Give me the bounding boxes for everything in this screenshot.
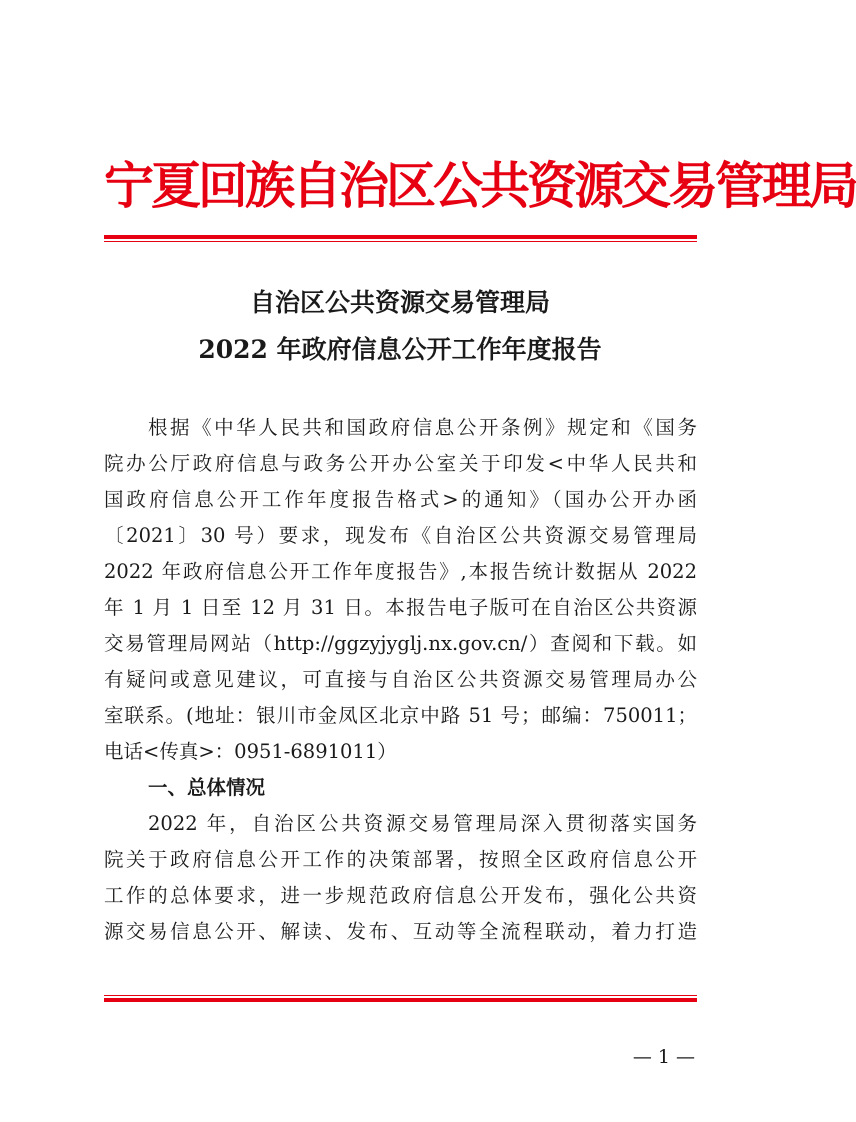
paragraph-line: 院办公厅政府信息与政务公开办公室关于印发<中华人民共和 [104, 452, 697, 475]
paragraph-line: 源交易信息公开、解读、发布、互动等全流程联动，着力打造 [104, 920, 697, 943]
paragraph-line: 电话<传真>：0951-6891011） [104, 740, 397, 763]
report-title-line-1: 自治区公共资源交易管理局 [249, 288, 550, 317]
footer-rule-thick [104, 998, 697, 1002]
report-title-line-2: 2022 年政府信息公开工作年度报告 [198, 335, 602, 364]
masthead-title: 宁夏回族自治区公共资源交易管理局 [104, 156, 856, 215]
page-number: — 1 — [632, 1046, 695, 1068]
paragraph-line: 根据《中华人民共和国政府信息公开条例》规定和《国务 [148, 416, 697, 439]
paragraph-line: 有疑问或意见建议，可直接与自治区公共资源交易管理局办公 [104, 668, 697, 691]
paragraph-line: 室联系。(地址：银川市金凤区北京中路 51 号；邮编：750011； [104, 704, 697, 727]
paragraph-line: 院关于政府信息公开工作的决策部署，按照全区政府信息公开 [104, 848, 697, 871]
footer-rule-thin [104, 995, 697, 996]
masthead-rule-thick [104, 235, 697, 239]
paragraph-line: 国政府信息公开工作年度报告格式>的通知》（国办公开办函 [104, 488, 697, 511]
paragraph-line: 〔2021〕30 号）要求，现发布《自治区公共资源交易管理局 [104, 524, 697, 547]
paragraph-line: 工作的总体要求，进一步规范政府信息公开发布，强化公共资 [104, 884, 697, 907]
paragraph-line: 年 1 月 1 日至 12 月 31 日。本报告电子版可在自治区公共资源 [104, 596, 697, 619]
paragraph-line: 2022 年政府信息公开工作年度报告》,本报告统计数据从 2022 [104, 560, 697, 583]
section-heading-overview: 一、总体情况 [148, 776, 266, 799]
paragraph-line: 2022 年，自治区公共资源交易管理局深入贯彻落实国务 [148, 812, 697, 835]
paragraph-line: 交易管理局网站（http://ggzyjyglj.nx.gov.cn/）查阅和下载。如 [104, 632, 697, 655]
masthead-rule-thin [104, 241, 697, 242]
